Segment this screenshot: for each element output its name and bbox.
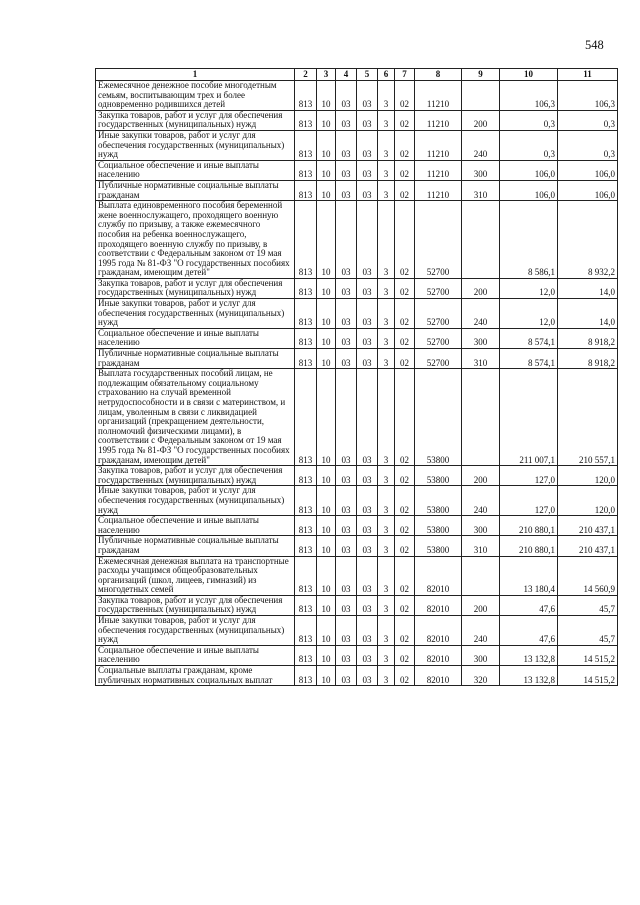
amount-year-1-cell: 106,3 [500, 81, 558, 111]
program-cell: 03 [357, 180, 378, 200]
program-cell: 03 [357, 516, 378, 536]
description-cell: Социальное обеспечение и иные выплаты населению [96, 160, 295, 180]
direction-cell: 11210 [415, 110, 462, 130]
section-cell: 10 [317, 645, 336, 665]
event-cell: 02 [395, 556, 415, 595]
section-cell: 10 [317, 486, 336, 516]
subprogram-cell: 3 [378, 160, 395, 180]
subprogram-cell: 3 [378, 130, 395, 160]
program-cell: 03 [357, 556, 378, 595]
program-cell: 03 [357, 130, 378, 160]
code-cell: 813 [295, 516, 317, 536]
subsection-cell: 03 [336, 278, 357, 298]
description-cell: Публичные нормативные социальные выплаты гражданам [96, 536, 295, 556]
subsection-cell: 03 [336, 201, 357, 279]
amount-year-2-cell: 8 918,2 [558, 349, 618, 369]
budget-table [95, 68, 618, 686]
amount-year-1-cell: 12,0 [500, 278, 558, 298]
program-cell: 03 [357, 466, 378, 486]
amount-year-2-cell: 106,0 [558, 160, 618, 180]
subsection-cell: 03 [336, 466, 357, 486]
code-cell: 813 [295, 130, 317, 160]
column-header-3: 3 [317, 69, 336, 81]
direction-cell: 52700 [415, 278, 462, 298]
amount-year-1-cell: 13 132,8 [500, 666, 558, 686]
code-cell: 813 [295, 180, 317, 200]
direction-cell: 53800 [415, 466, 462, 486]
table-row [96, 369, 618, 466]
section-cell: 10 [317, 130, 336, 160]
code-cell: 813 [295, 201, 317, 279]
table-row [96, 110, 618, 130]
program-cell: 03 [357, 349, 378, 369]
subsection-cell: 03 [336, 328, 357, 348]
event-cell: 02 [395, 466, 415, 486]
description-cell: Социальное обеспечение и иные выплаты населению [96, 328, 295, 348]
expense-type-cell: 240 [462, 616, 500, 646]
event-cell: 02 [395, 180, 415, 200]
description-cell: Иные закупки товаров, работ и услуг для обеспечения государственных (муниципальных) нужд [96, 299, 295, 329]
section-cell: 10 [317, 536, 336, 556]
code-cell: 813 [295, 160, 317, 180]
direction-cell: 11210 [415, 130, 462, 160]
subprogram-cell: 3 [378, 556, 395, 595]
expense-type-cell: 310 [462, 536, 500, 556]
amount-year-1-cell: 106,0 [500, 160, 558, 180]
section-cell: 10 [317, 160, 336, 180]
amount-year-2-cell: 14,0 [558, 278, 618, 298]
subprogram-cell: 3 [378, 369, 395, 466]
section-cell: 10 [317, 556, 336, 595]
direction-cell: 52700 [415, 349, 462, 369]
section-cell: 10 [317, 81, 336, 111]
subsection-cell: 03 [336, 349, 357, 369]
expense-type-cell: 300 [462, 160, 500, 180]
subsection-cell: 03 [336, 81, 357, 111]
amount-year-2-cell: 14 560,9 [558, 556, 618, 595]
amount-year-1-cell: 0,3 [500, 110, 558, 130]
subsection-cell: 03 [336, 160, 357, 180]
table-row [96, 278, 618, 298]
column-header-5: 5 [357, 69, 378, 81]
amount-year-2-cell: 210 437,1 [558, 516, 618, 536]
section-cell: 10 [317, 349, 336, 369]
code-cell: 813 [295, 81, 317, 111]
subsection-cell: 03 [336, 616, 357, 646]
event-cell: 02 [395, 516, 415, 536]
column-header-6: 6 [378, 69, 395, 81]
amount-year-2-cell: 106,3 [558, 81, 618, 111]
amount-year-1-cell: 210 880,1 [500, 516, 558, 536]
amount-year-1-cell: 210 880,1 [500, 536, 558, 556]
description-cell: Публичные нормативные социальные выплаты гражданам [96, 349, 295, 369]
section-cell: 10 [317, 278, 336, 298]
table-row [96, 556, 618, 595]
event-cell: 02 [395, 328, 415, 348]
code-cell: 813 [295, 328, 317, 348]
direction-cell: 52700 [415, 299, 462, 329]
subsection-cell: 03 [336, 130, 357, 160]
direction-cell: 53800 [415, 516, 462, 536]
direction-cell: 53800 [415, 486, 462, 516]
amount-year-2-cell: 45,7 [558, 595, 618, 615]
subprogram-cell: 3 [378, 299, 395, 329]
code-cell: 813 [295, 349, 317, 369]
amount-year-1-cell: 127,0 [500, 466, 558, 486]
event-cell: 02 [395, 369, 415, 466]
amount-year-2-cell: 14 515,2 [558, 645, 618, 665]
expense-type-cell [462, 369, 500, 466]
code-cell: 813 [295, 369, 317, 466]
amount-year-2-cell: 210 557,1 [558, 369, 618, 466]
section-cell: 10 [317, 616, 336, 646]
direction-cell: 52700 [415, 201, 462, 279]
expense-type-cell: 200 [462, 110, 500, 130]
program-cell: 03 [357, 666, 378, 686]
event-cell: 02 [395, 616, 415, 646]
code-cell: 813 [295, 616, 317, 646]
event-cell: 02 [395, 201, 415, 279]
subprogram-cell: 3 [378, 180, 395, 200]
expense-type-cell: 300 [462, 516, 500, 536]
table-row [96, 595, 618, 615]
program-cell: 03 [357, 278, 378, 298]
section-cell: 10 [317, 369, 336, 466]
code-cell: 813 [295, 595, 317, 615]
description-cell: Закупка товаров, работ и услуг для обеспечения государственных (муниципальных) нужд [96, 595, 295, 615]
program-cell: 03 [357, 299, 378, 329]
subprogram-cell: 3 [378, 349, 395, 369]
table-row [96, 516, 618, 536]
column-header-9: 9 [462, 69, 500, 81]
subsection-cell: 03 [336, 369, 357, 466]
program-cell: 03 [357, 595, 378, 615]
amount-year-2-cell: 120,0 [558, 466, 618, 486]
table-row [96, 328, 618, 348]
program-cell: 03 [357, 616, 378, 646]
expense-type-cell: 320 [462, 666, 500, 686]
amount-year-1-cell: 8 574,1 [500, 328, 558, 348]
section-cell: 10 [317, 201, 336, 279]
description-cell: Ежемесячная денежная выплата на транспортные расходы учащимся общеобразовательных организаций (школ, лицеев, гимназий) из многодетных семей [96, 556, 295, 595]
amount-year-2-cell: 0,3 [558, 130, 618, 160]
header-row [96, 69, 618, 81]
event-cell: 02 [395, 160, 415, 180]
program-cell: 03 [357, 328, 378, 348]
table-row [96, 666, 618, 686]
expense-type-cell: 300 [462, 645, 500, 665]
amount-year-2-cell: 8 918,2 [558, 328, 618, 348]
program-cell: 03 [357, 645, 378, 665]
table-row [96, 180, 618, 200]
event-cell: 02 [395, 595, 415, 615]
table-row [96, 616, 618, 646]
description-cell: Социальное обеспечение и иные выплаты населению [96, 645, 295, 665]
column-header-8: 8 [415, 69, 462, 81]
description-cell: Социальное обеспечение и иные выплаты населению [96, 516, 295, 536]
column-header-1: 1 [96, 69, 295, 81]
event-cell: 02 [395, 130, 415, 160]
subprogram-cell: 3 [378, 536, 395, 556]
section-cell: 10 [317, 328, 336, 348]
amount-year-1-cell: 12,0 [500, 299, 558, 329]
subprogram-cell: 3 [378, 616, 395, 646]
event-cell: 02 [395, 666, 415, 686]
table-row [96, 536, 618, 556]
subsection-cell: 03 [336, 536, 357, 556]
table-row [96, 299, 618, 329]
code-cell: 813 [295, 556, 317, 595]
subprogram-cell: 3 [378, 666, 395, 686]
subsection-cell: 03 [336, 110, 357, 130]
table-row [96, 466, 618, 486]
direction-cell: 82010 [415, 595, 462, 615]
table-row [96, 645, 618, 665]
amount-year-1-cell: 47,6 [500, 595, 558, 615]
expense-type-cell: 200 [462, 278, 500, 298]
description-cell: Ежемесячное денежное пособие многодетным семьям, воспитывающим трех и более одновременно родившихся детей [96, 81, 295, 111]
description-cell: Выплата государственных пособий лицам, не подлежащим обязательному социальному страхованию на случай временной нетрудоспособности и в связи с материнством, и лицам, уволенным в связи с ликвидацией организаций (прекращением деятельности, полномочий физическими лицами), в соответствии с Федеральным законом от 19 мая 1995 года № 81-ФЗ "О государственных пособиях гражданам, имеющим детей" [96, 369, 295, 466]
expense-type-cell: 240 [462, 486, 500, 516]
amount-year-2-cell: 120,0 [558, 486, 618, 516]
amount-year-1-cell: 47,6 [500, 616, 558, 646]
section-cell: 10 [317, 299, 336, 329]
amount-year-2-cell: 210 437,1 [558, 536, 618, 556]
event-cell: 02 [395, 278, 415, 298]
direction-cell: 82010 [415, 666, 462, 686]
table-row [96, 81, 618, 111]
amount-year-2-cell: 8 932,2 [558, 201, 618, 279]
section-cell: 10 [317, 666, 336, 686]
code-cell: 813 [295, 110, 317, 130]
amount-year-2-cell: 45,7 [558, 616, 618, 646]
section-cell: 10 [317, 516, 336, 536]
subsection-cell: 03 [336, 556, 357, 595]
section-cell: 10 [317, 595, 336, 615]
description-cell: Закупка товаров, работ и услуг для обеспечения государственных (муниципальных) нужд [96, 466, 295, 486]
amount-year-1-cell: 13 132,8 [500, 645, 558, 665]
program-cell: 03 [357, 536, 378, 556]
event-cell: 02 [395, 536, 415, 556]
direction-cell: 11210 [415, 160, 462, 180]
subsection-cell: 03 [336, 180, 357, 200]
amount-year-1-cell: 106,0 [500, 180, 558, 200]
section-cell: 10 [317, 466, 336, 486]
code-cell: 813 [295, 278, 317, 298]
table-row [96, 160, 618, 180]
program-cell: 03 [357, 201, 378, 279]
expense-type-cell: 300 [462, 328, 500, 348]
event-cell: 02 [395, 349, 415, 369]
subprogram-cell: 3 [378, 466, 395, 486]
direction-cell: 11210 [415, 81, 462, 111]
table-row [96, 486, 618, 516]
amount-year-1-cell: 0,3 [500, 130, 558, 160]
subsection-cell: 03 [336, 486, 357, 516]
subprogram-cell: 3 [378, 486, 395, 516]
column-header-11: 11 [558, 69, 618, 81]
amount-year-2-cell: 0,3 [558, 110, 618, 130]
event-cell: 02 [395, 299, 415, 329]
expense-type-cell: 200 [462, 466, 500, 486]
expense-type-cell: 240 [462, 299, 500, 329]
subprogram-cell: 3 [378, 201, 395, 279]
description-cell: Социальные выплаты гражданам, кроме публичных нормативных социальных выплат [96, 666, 295, 686]
subprogram-cell: 3 [378, 278, 395, 298]
subsection-cell: 03 [336, 645, 357, 665]
column-header-2: 2 [295, 69, 317, 81]
subprogram-cell: 3 [378, 110, 395, 130]
expense-type-cell [462, 556, 500, 595]
event-cell: 02 [395, 486, 415, 516]
table-row [96, 201, 618, 279]
event-cell: 02 [395, 645, 415, 665]
column-header-4: 4 [336, 69, 357, 81]
amount-year-2-cell: 106,0 [558, 180, 618, 200]
subsection-cell: 03 [336, 666, 357, 686]
amount-year-1-cell: 8 574,1 [500, 349, 558, 369]
code-cell: 813 [295, 645, 317, 665]
column-header-10: 10 [500, 69, 558, 81]
code-cell: 813 [295, 486, 317, 516]
program-cell: 03 [357, 369, 378, 466]
subprogram-cell: 3 [378, 81, 395, 111]
amount-year-2-cell: 14 515,2 [558, 666, 618, 686]
direction-cell: 82010 [415, 645, 462, 665]
code-cell: 813 [295, 666, 317, 686]
description-cell: Закупка товаров, работ и услуг для обеспечения государственных (муниципальных) нужд [96, 278, 295, 298]
amount-year-2-cell: 14,0 [558, 299, 618, 329]
direction-cell: 82010 [415, 616, 462, 646]
event-cell: 02 [395, 81, 415, 111]
program-cell: 03 [357, 160, 378, 180]
direction-cell: 82010 [415, 556, 462, 595]
amount-year-1-cell: 13 180,4 [500, 556, 558, 595]
code-cell: 813 [295, 536, 317, 556]
event-cell: 02 [395, 110, 415, 130]
program-cell: 03 [357, 486, 378, 516]
direction-cell: 53800 [415, 369, 462, 466]
subprogram-cell: 3 [378, 645, 395, 665]
amount-year-1-cell: 8 586,1 [500, 201, 558, 279]
amount-year-1-cell: 127,0 [500, 486, 558, 516]
subsection-cell: 03 [336, 299, 357, 329]
code-cell: 813 [295, 299, 317, 329]
description-cell: Иные закупки товаров, работ и услуг для обеспечения государственных (муниципальных) нужд [96, 130, 295, 160]
page-number: 548 [585, 38, 604, 52]
expense-type-cell: 310 [462, 349, 500, 369]
direction-cell: 52700 [415, 328, 462, 348]
program-cell: 03 [357, 110, 378, 130]
description-cell: Закупка товаров, работ и услуг для обеспечения государственных (муниципальных) нужд [96, 110, 295, 130]
direction-cell: 53800 [415, 536, 462, 556]
expense-type-cell [462, 201, 500, 279]
table-row [96, 349, 618, 369]
program-cell: 03 [357, 81, 378, 111]
expense-type-cell: 310 [462, 180, 500, 200]
amount-year-1-cell: 211 007,1 [500, 369, 558, 466]
subprogram-cell: 3 [378, 516, 395, 536]
column-header-7: 7 [395, 69, 415, 81]
description-cell: Иные закупки товаров, работ и услуг для обеспечения государственных (муниципальных) нужд [96, 616, 295, 646]
code-cell: 813 [295, 466, 317, 486]
table-row [96, 130, 618, 160]
subprogram-cell: 3 [378, 328, 395, 348]
direction-cell: 11210 [415, 180, 462, 200]
subprogram-cell: 3 [378, 595, 395, 615]
section-cell: 10 [317, 110, 336, 130]
section-cell: 10 [317, 180, 336, 200]
subsection-cell: 03 [336, 595, 357, 615]
description-cell: Выплата единовременного пособия беременной жене военнослужащего, проходящего военную службу по призыву, а также ежемесячного пособия на ребенка военнослужащего, проходящего военную службу по призыву, в соответствии с Федеральным законом от 19 мая 1995 года № 81-ФЗ "О государственных пособиях гражданам, имеющим детей" [96, 201, 295, 279]
description-cell: Публичные нормативные социальные выплаты гражданам [96, 180, 295, 200]
expense-type-cell: 240 [462, 130, 500, 160]
subsection-cell: 03 [336, 516, 357, 536]
expense-type-cell [462, 81, 500, 111]
expense-type-cell: 200 [462, 595, 500, 615]
description-cell: Иные закупки товаров, работ и услуг для обеспечения государственных (муниципальных) нужд [96, 486, 295, 516]
